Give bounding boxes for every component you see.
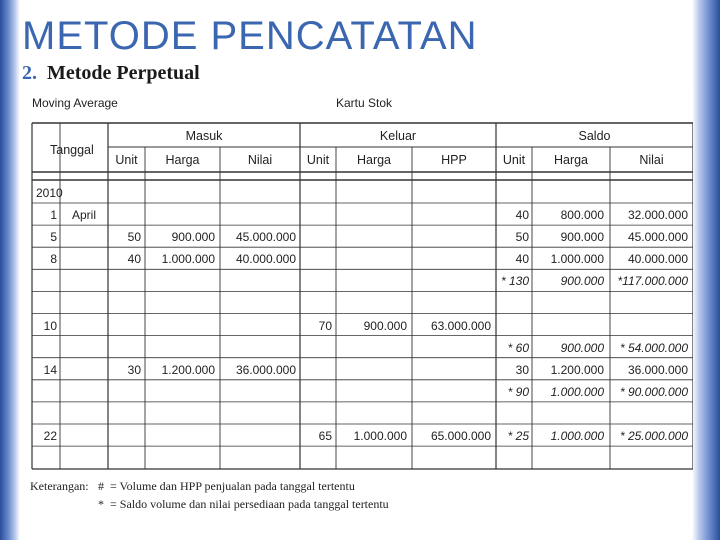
cell-saldo-nilai: * 90.000.000 (619, 384, 688, 399)
cell-keluar-harga: 900.000 (363, 318, 407, 333)
cell-masuk-unit: 50 (127, 230, 141, 245)
note-text: = Volume dan HPP penjualan pada tanggal tertentu (110, 479, 355, 493)
header-keluar: Keluar (379, 129, 417, 143)
header-saldo-nilai: Nilai (639, 153, 664, 167)
slide-subtitle (22, 62, 200, 85)
cell-saldo-unit: * 130 (500, 274, 529, 289)
cell-masuk-harga: 900.000 (171, 230, 215, 245)
header-masuk-nilai: Nilai (247, 153, 273, 167)
cell-day: 8 (50, 252, 57, 267)
note-text: = Saldo volume dan nilai persediaan pada tanggal tertentu (110, 497, 389, 511)
cell-saldo-unit: 30 (515, 362, 529, 377)
cell-saldo-harga: 900.000 (560, 340, 604, 355)
header-masuk-harga: Harga (165, 153, 200, 167)
cell-saldo-harga: 800.000 (560, 208, 604, 222)
header-masuk: Masuk (185, 129, 223, 143)
header-keluar-unit: Unit (306, 153, 330, 167)
card-title: Kartu Stok (336, 96, 393, 110)
cell-saldo-nilai: * 25.000.000 (619, 429, 688, 443)
cell-day: 22 (43, 429, 57, 443)
right-gradient-bar (692, 0, 720, 540)
cell-saldo-nilai: 32.000.000 (627, 208, 688, 222)
header-keluar-harga: Harga (356, 153, 392, 167)
slide-title: METODE PENCATATAN (22, 14, 478, 58)
cell-saldo-unit: * 25 (507, 429, 529, 443)
stock-card-document (24, 88, 693, 528)
header-tanggal: Tanggal (50, 143, 94, 157)
cell-saldo-nilai: * 54.000.000 (619, 340, 688, 355)
cell-masuk-harga: 1.200.000 (161, 362, 215, 377)
subtitle-number: 2. (22, 62, 37, 84)
cell-saldo-harga: 1.000.000 (550, 384, 604, 399)
cell-saldo-unit: 40 (515, 252, 529, 267)
cell-masuk-nilai: 45.000.000 (235, 230, 296, 245)
header-saldo-unit: Unit (502, 153, 526, 167)
cell-saldo-nilai: 36.000.000 (627, 362, 688, 377)
header-saldo-harga: Harga (553, 153, 589, 167)
cell-saldo-nilai: 45.000.000 (627, 230, 688, 245)
cell-masuk-nilai: 40.000.000 (235, 252, 296, 267)
cell-masuk-unit: 40 (127, 252, 141, 267)
cell-day: 1 (50, 208, 57, 222)
cell-saldo-harga: 900.000 (560, 274, 604, 289)
subtitle-text: Metode Perpetual (47, 62, 200, 84)
cell-saldo-unit: * 60 (507, 340, 529, 355)
header-saldo: Saldo (578, 129, 611, 143)
cell-keluar-unit: 65 (318, 429, 332, 443)
cell-saldo-nilai: *117.000.000 (617, 274, 688, 289)
cell-saldo-unit: 50 (515, 230, 529, 245)
note-symbol: * (98, 497, 104, 511)
cell-masuk-nilai: 36.000.000 (235, 362, 296, 377)
cell-day: 5 (50, 230, 57, 245)
cell-saldo-harga: 1.000.000 (550, 252, 604, 267)
method-label: Moving Average (32, 96, 118, 110)
year-label: 2010 (36, 186, 63, 200)
cell-keluar-unit: 70 (318, 318, 332, 333)
cell-keluar-hpp: 65.000.000 (430, 429, 491, 443)
cell-keluar-hpp: 63.000.000 (430, 318, 491, 333)
header-masuk-unit: Unit (115, 153, 138, 167)
note-symbol: # (98, 479, 104, 493)
cell-masuk-unit: 30 (127, 362, 141, 377)
cell-saldo-nilai (578, 292, 688, 314)
cell-keluar-harga: 1.000.000 (353, 429, 407, 443)
cell-saldo-nilai (578, 315, 688, 337)
cell-day: 14 (43, 362, 57, 377)
cell-saldo-nilai (578, 403, 688, 425)
header-keluar-hpp: HPP (441, 153, 467, 167)
cell-month: April (72, 208, 97, 222)
cell-saldo-harga: 1.200.000 (550, 362, 604, 377)
cell-masuk-harga: 1.000.000 (161, 252, 215, 267)
cell-saldo-harga: 1.000.000 (550, 429, 604, 443)
cell-saldo-unit: * 90 (507, 384, 529, 399)
cell-saldo-harga: 900.000 (560, 230, 604, 245)
notes-label: Keterangan: (30, 479, 89, 493)
cell-saldo-nilai: 40.000.000 (627, 252, 688, 267)
cell-day: 10 (43, 318, 57, 333)
cell-saldo-unit: 40 (515, 208, 529, 222)
